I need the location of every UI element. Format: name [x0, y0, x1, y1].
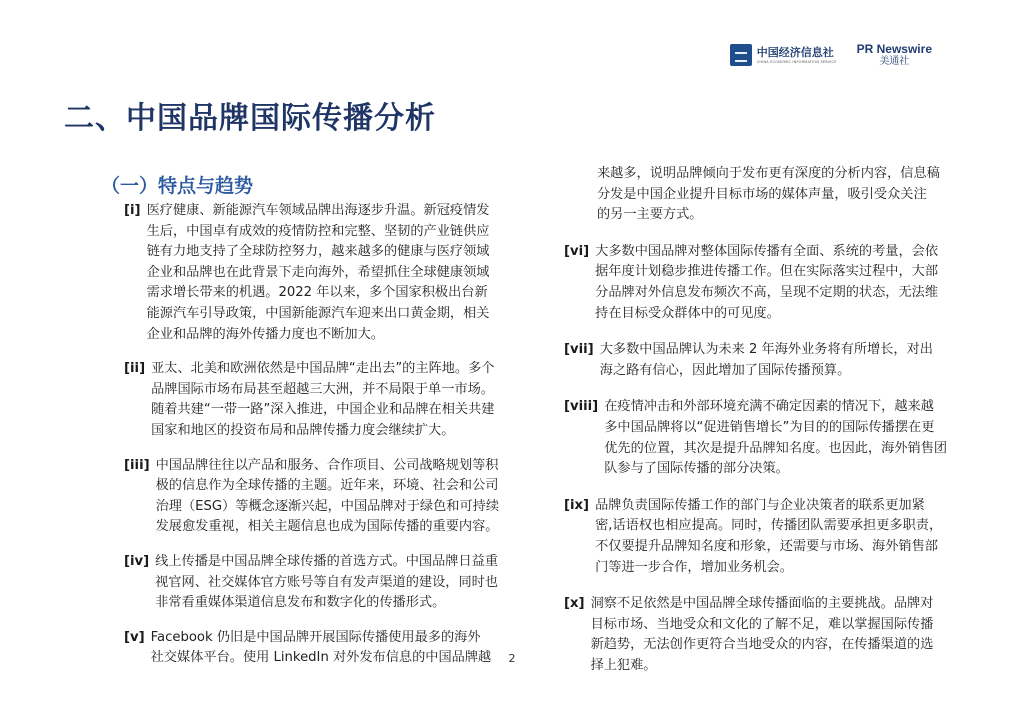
- item-number: [ii]: [124, 361, 146, 377]
- text-line: 海之路有信心，因此增加了国际传播预算。: [599, 362, 851, 378]
- continued-text: [564, 164, 948, 226]
- item-text: [591, 594, 948, 676]
- prn-name: PR Newswire: [856, 42, 932, 56]
- text-line: 发展愈发重视，相关主题信息也成为国际传播的重要内容。: [155, 519, 499, 535]
- page-number: 2: [508, 652, 516, 665]
- text-line: 据年度计划稳步推进传播工作。但在实际落实过程中，大部: [595, 264, 939, 280]
- text-line: 企业和品牌的海外传播力度也不断加大。: [146, 326, 384, 342]
- text-line: 治理（ESG）等概念逐渐兴起，中国品牌对于绿色和可持续: [155, 498, 500, 514]
- text-line: 来越多，说明品牌倾向于发布更有深度的分析内容，信息稿: [597, 166, 940, 181]
- text-line: 在疫情冲击和外部环境充满不确定因素的情况下，越来越: [604, 399, 934, 415]
- item-number: [ix]: [564, 497, 590, 513]
- item-text: [595, 496, 948, 578]
- text-line: 品牌国际市场布局甚至超越三大洲，并不局限于单一市场。: [151, 381, 494, 397]
- text-line: 线上传播是中国品牌全球传播的首选方式。中国品牌日益重: [155, 553, 499, 569]
- text-line: 择上犯难。: [590, 657, 657, 673]
- text-line: 多中国品牌将以“促进销售增长”为目的的国际传播摆在更: [604, 419, 935, 435]
- text-line: 视官网、社交媒体官方账号等自有发声渠道的建设，同时也: [155, 574, 499, 590]
- text-line: 品牌负责国际传播工作的部门与企业决策者的联系更加紧: [595, 497, 925, 513]
- text-line: 极的信息作为全球传播的主题。近年来，环境、社会和公司: [155, 478, 499, 494]
- item-text: [604, 397, 948, 479]
- item-number: [iii]: [124, 457, 150, 473]
- list-item: [124, 201, 506, 345]
- text-line: 密,话语权也相应提高。同时，传播团队需要承担更多职责，: [595, 518, 943, 534]
- item-number: [viii]: [564, 399, 599, 415]
- prn-logo-group: [857, 42, 932, 68]
- list-item: [124, 552, 506, 614]
- item-number: [i]: [124, 203, 141, 218]
- prn-subtitle: 美通社: [879, 56, 910, 67]
- text-line: 医疗健康、新能源汽车领域品牌出海逐步升温。新冠疫情发: [146, 203, 490, 218]
- item-text: [600, 340, 948, 381]
- header-logos: [730, 42, 932, 68]
- text-line: 中国品牌往往以产品和服务、合作项目、公司战略规划等积: [155, 457, 499, 473]
- text-line: 的另一主要方式。: [597, 207, 703, 223]
- text-line: 洞察不足依然是中国品牌全球传播面临的主要挑战。品牌对: [590, 596, 934, 612]
- text-line: 新趋势，无法创作更符合当地受众的内容，在传播渠道的选: [590, 637, 934, 653]
- text-line: 能源汽车引导政策，中国新能源汽车迎来出口黄金期，相关: [146, 305, 490, 321]
- text-line: 优先的位置，其次是提升品牌知名度。也因此，海外销售团: [604, 440, 948, 456]
- list-item: [124, 359, 506, 441]
- text-line: 队参与了国际传播的部分决策。: [604, 461, 789, 477]
- text-line: 目标市场、当地受众和文化的了解不足，难以掌握国际传播: [590, 616, 934, 632]
- list-item: [564, 397, 948, 479]
- text-line: 国家和地区的投资布局和品牌传播力度会继续扩大。: [151, 422, 455, 438]
- text-line: 大多数中国品牌认为未来 2 年海外业务将有所增长，对出: [599, 342, 933, 358]
- text-line: 亚太、北美和欧洲依然是中国品牌“走出去”的主阵地。多个: [151, 361, 495, 377]
- text-line: 持在目标受众群体中的可见度。: [595, 305, 780, 321]
- list-item: [124, 628, 506, 669]
- text-line: 企业和品牌也在此背景下走向海外，希望抓住全球健康领域: [146, 264, 490, 280]
- item-text: [155, 552, 506, 614]
- cei-name: 中国经济信息社: [756, 45, 834, 59]
- text-line: 链有力地支持了全球防控努力，越来越多的健康与医疗领域: [146, 244, 490, 260]
- item-text: [156, 456, 506, 538]
- item-number: [vii]: [564, 342, 594, 358]
- section-title: （一）特点与趋势: [101, 175, 254, 197]
- text-line: 需求增长带来的机遇。2022 年以来，多个国家积极出台新: [146, 285, 488, 301]
- cei-text: [757, 46, 837, 65]
- item-text: [147, 201, 506, 345]
- right-column: [564, 164, 948, 676]
- item-number: [x]: [564, 596, 585, 612]
- list-item: [564, 594, 948, 676]
- text-line: 非常看重媒体渠道信息发布和数字化的传播形式。: [155, 595, 446, 611]
- list-item: [564, 496, 948, 578]
- text-line: 分品牌对外信息发布频次不高，呈现不定期的状态，无法维: [595, 284, 939, 300]
- cei-subtitle: CHINA ECONOMIC INFORMATION SERVICE: [756, 59, 837, 64]
- list-item: [564, 340, 948, 381]
- text-line: 生后，中国卓有成效的疫情防控和完整、坚韧的产业链供应: [146, 223, 490, 239]
- item-number: [v]: [124, 629, 145, 645]
- left-column: [124, 201, 506, 669]
- text-line: 随着共建“一带一路”深入推进，中国企业和品牌在相关共建: [151, 402, 495, 418]
- text-line: 大多数中国品牌对整体国际传播有全面、系统的考量，会依: [595, 243, 939, 259]
- text-line: 分发是中国企业提升目标市场的媒体声量，吸引受众关注: [597, 186, 927, 202]
- item-text: [151, 628, 506, 669]
- list-item: [124, 456, 506, 538]
- text-line: 不仅要提升品牌知名度和形象，还需要与市场、海外销售部: [595, 538, 938, 554]
- item-text: [151, 359, 506, 441]
- page-title: 二、中国品牌国际传播分析: [64, 101, 436, 136]
- text-line: 社交媒体平台。使用 LinkedIn 对外发布信息的中国品牌越: [150, 650, 492, 666]
- cei-logo-icon: [730, 44, 752, 66]
- text-line: Facebook 仍旧是中国品牌开展国际传播使用最多的海外: [150, 629, 481, 645]
- list-item: [564, 242, 948, 324]
- item-number: [iv]: [124, 553, 150, 569]
- item-number: [vi]: [564, 243, 590, 259]
- text-line: 门等进一步合作，增加业务机会。: [595, 559, 793, 575]
- item-text: [595, 242, 948, 324]
- cei-logo-group: [730, 44, 837, 66]
